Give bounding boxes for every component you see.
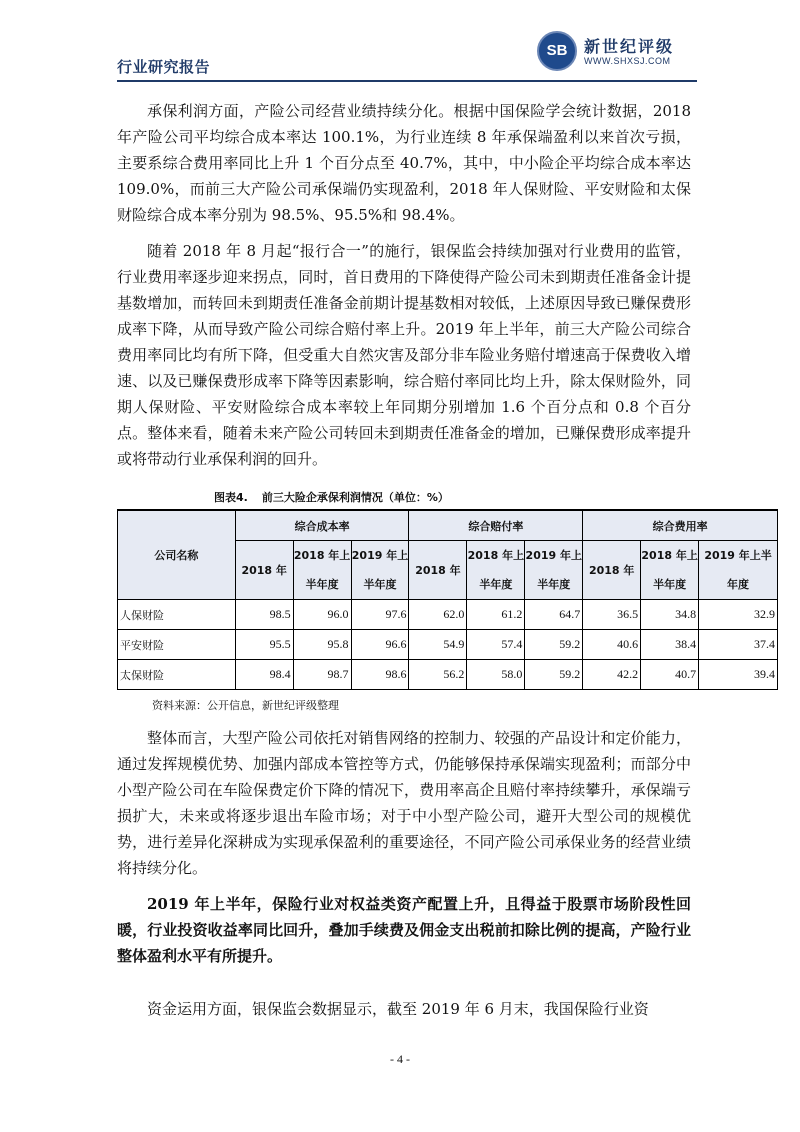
col-header-h1-2018: 2018 年上半年度 [467, 541, 525, 600]
col-header-2018: 2018 年 [235, 541, 293, 600]
col-header-2018: 2018 年 [409, 541, 467, 600]
table-cell: 98.5 [235, 600, 293, 630]
table-caption-title: 前三大险企承保利润情况（单位：%） [261, 491, 449, 504]
table-cell: 56.2 [409, 660, 467, 690]
table-row [118, 600, 778, 630]
table-cell: 95.5 [235, 630, 293, 660]
table-row [118, 660, 778, 690]
col-header-h1-2019: 2019 年上半年度 [699, 541, 778, 600]
col-header-h1-2018: 2018 年上半年度 [293, 541, 351, 600]
company-logo [537, 31, 677, 75]
table-caption [214, 489, 449, 505]
group-header-combined-ratio: 综合成本率 [235, 510, 409, 541]
table-cell: 64.7 [525, 600, 583, 630]
col-header-h1-2019: 2019 年上半年度 [351, 541, 409, 600]
table-cell: 42.2 [583, 660, 641, 690]
table-cell: 40.6 [583, 630, 641, 660]
company-name-header: 公司名称 [118, 510, 236, 600]
paragraph-summary: 整体而言，大型产险公司依托对销售网络的控制力、较强的产品设计和定价能力，通过发挥规模优势、加强内部成本管控等方式，仍能够保持承保端实现盈利；而部分中小型产险公司在车险保费定价下降的情况下，费用率高企且赔付率持续攀升，承保端亏损扩大，未来或将逐步退出车险市场；对于中小型产险公司，避开大型公司的规模优势，进行差异化深耕成为实现承保盈利的重要途径，不同产险公司承保业务的经营业绩将持续分化。 [117, 729, 691, 877]
table-cell: 38.4 [641, 630, 699, 660]
logo-mark: SB [546, 42, 568, 59]
logo-url: WWW.SHXSJ.COM [584, 56, 671, 66]
paragraph-investment-highlight: 2019 年上半年，保险行业对权益类资产配置上升，且得益于股票市场阶段性回暖，行业投资收益率同比回升，叠加手续费及佣金支出税前扣除比例的提高，产险行业整体盈利水平有所提升。 [117, 895, 691, 965]
table-cell: 96.6 [351, 630, 409, 660]
table-cell: 59.2 [525, 660, 583, 690]
table-row [118, 630, 778, 660]
page-number: - 4 - [390, 1052, 410, 1066]
paragraph-underwriting-profit: 承保利润方面，产险公司经营业绩持续分化。根据中国保险学会统计数据，2018年产险公司平均综合成本率达 100.1%，为行业连续 8 年承保端盈利以来首次亏损，主要系综合费用率同比上升 1 个百分点至 40.7%，其中，中小险企平均综合成本率达 109.0%，而前三大产险公司承保端仍实现盈利，2018 年人保财险、平安财险和太保财险综合成本率分别为 98.5%、95.5%和 98.4%。 [117, 102, 691, 224]
table-cell: 40.7 [641, 660, 699, 690]
table-cell: 57.4 [467, 630, 525, 660]
table-cell: 97.6 [351, 600, 409, 630]
group-header-loss-ratio: 综合赔付率 [409, 510, 583, 541]
row-company-name: 平安财险 [118, 630, 236, 660]
header-divider [117, 80, 697, 82]
table-cell: 98.6 [351, 660, 409, 690]
table-cell: 61.2 [467, 600, 525, 630]
col-header-h1-2019: 2019 年上半年度 [525, 541, 583, 600]
table-cell: 37.4 [699, 630, 778, 660]
col-header-2018: 2018 年 [583, 541, 641, 600]
report-header-title: 行业研究报告 [117, 58, 211, 76]
table-cell: 54.9 [409, 630, 467, 660]
row-company-name: 太保财险 [118, 660, 236, 690]
table-caption-label: 图表4. [214, 491, 248, 504]
table-cell: 59.2 [525, 630, 583, 660]
row-company-name: 人保财险 [118, 600, 236, 630]
table-cell: 98.4 [235, 660, 293, 690]
underwriting-profit-table [117, 509, 778, 690]
table-cell: 98.7 [293, 660, 351, 690]
table-cell: 95.8 [293, 630, 351, 660]
table-cell: 96.0 [293, 600, 351, 630]
paragraph-fee-reform: 随着 2018 年 8 月起“报行合一”的施行，银保监会持续加强对行业费用的监管，行业费用率逐步迎来拐点，同时，首日费用的下降使得产险公司未到期责任准备金计提基数增加，而转回未到期责任准备金前期计提基数相对较低，上述原因导致已赚保费形成率下降，从而导致产险公司综合赔付率上升。2019 年上半年，前三大产险公司综合费用率同比均有所下降，但受重大自然灾害及部分非车险业务赔付增速高于保费收入增速、以及已赚保费形成率下降等因素影响，综合赔付率同比均上升，除太保财险外，同期人保财险、平安财险综合成本率较上年同期分别增加 1.6 个百分点和 0.8 个百分点。整体来看，随着未来产险公司转回未到期责任准备金的增加，已赚保费形成率提升或将带动行业承保利润的回升。 [117, 242, 691, 468]
table-source-note: 资料来源：公开信息，新世纪评级整理 [152, 699, 339, 712]
table-cell: 62.0 [409, 600, 467, 630]
col-header-h1-2018: 2018 年上半年度 [641, 541, 699, 600]
table-cell: 39.4 [699, 660, 778, 690]
paragraph-fund-usage: 资金运用方面，银保监会数据显示，截至 2019 年 6 月末，我国保险行业资 [147, 1000, 649, 1018]
table-cell: 58.0 [467, 660, 525, 690]
table-cell: 34.8 [641, 600, 699, 630]
table-cell: 36.5 [583, 600, 641, 630]
group-header-expense-ratio: 综合费用率 [583, 510, 778, 541]
table-cell: 32.9 [699, 600, 778, 630]
logo-name: 新世纪评级 [584, 37, 675, 56]
